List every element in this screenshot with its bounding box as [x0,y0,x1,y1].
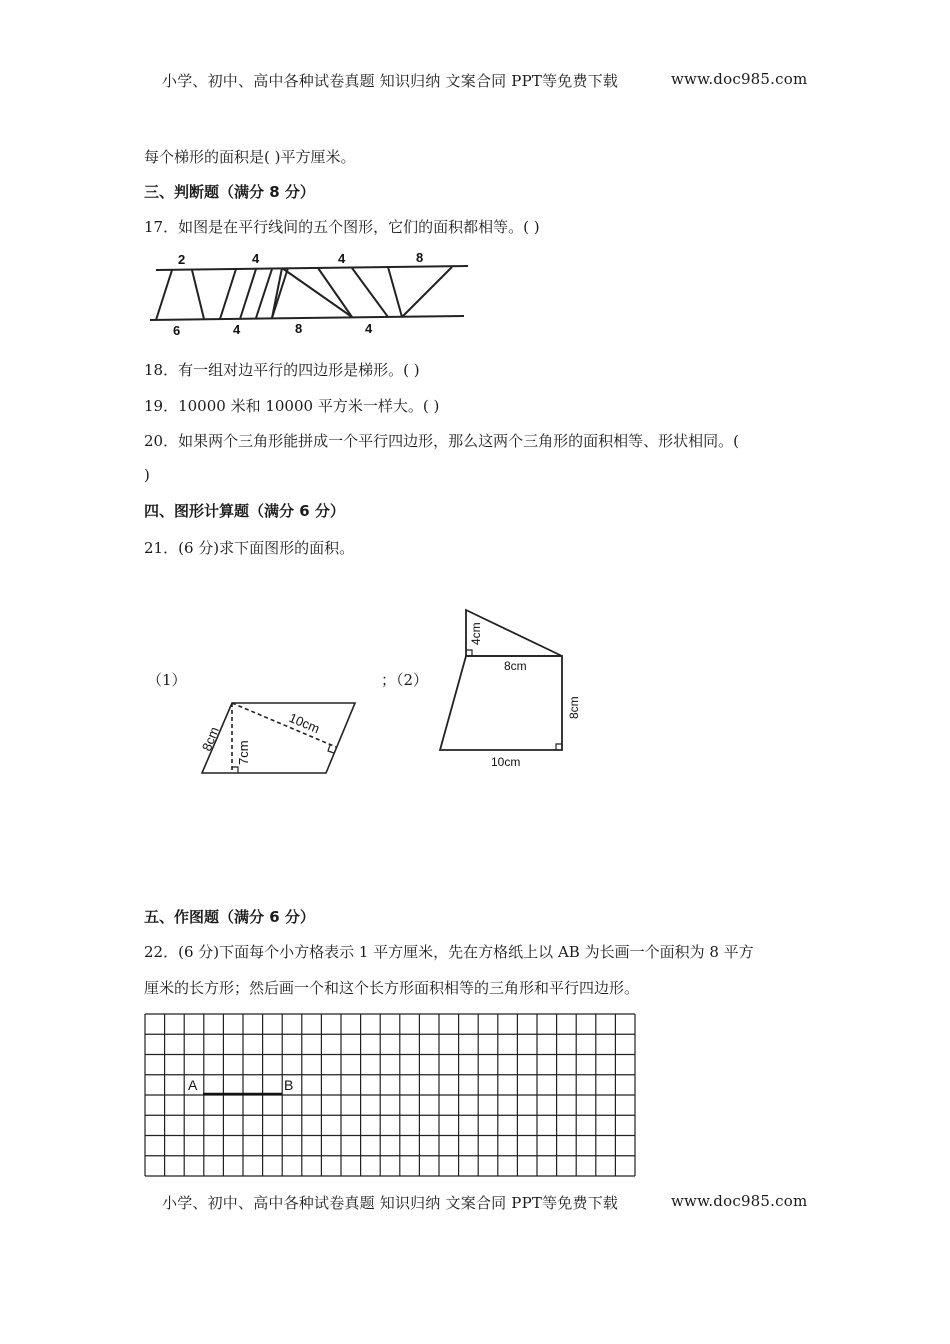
q22-square-grid[interactable] [143,1012,637,1178]
fig2-tri-height-label: 4cm [469,622,483,645]
q17-bottom-label: 4 [233,322,241,337]
page-footer [162,1192,618,1213]
triangle2-right-edge [352,268,388,317]
section3-title: 三、判断题（满分 8 分） [144,183,315,201]
parallelogram2-left-edge [256,269,272,318]
q17-bottom-label: 6 [173,323,181,338]
triangle1-right-edge [282,268,352,317]
header-text: 小学、初中、高中各种试卷真题 知识归纳 文案合同 PPT等免费下载 [162,72,619,90]
q21-figure1-parallelogram [190,695,365,780]
right-angle-mark [328,745,334,753]
q17-top-label: 8 [416,250,424,265]
fig1-height-label: 7cm [236,740,251,765]
q18-text: 18．有一组对边平行的四边形是梯形。( ) [144,361,420,379]
q17-text: 17．如图是在平行线间的五个图形，它们的面积都相等。( ) [144,218,540,236]
q21-label-1: （1） [147,671,187,689]
q17-top-label: 4 [338,251,346,266]
q19-text: 19．10000 米和 10000 平方米一样大。( ) [144,397,440,415]
triangle3-right-edge [402,267,452,317]
top-parallel-line [156,266,468,270]
section4-title: 四、图形计算题（满分 6 分） [144,502,345,520]
right-angle-mark [232,767,238,773]
q22-line2: 厘米的长方形；然后画一个和这个长方形面积相等的三角形和平行四边形。 [144,979,640,997]
q21-figure2-composite [436,605,586,770]
trapezoid-left-edge [156,270,172,320]
fig2-bottom-label: 10cm [491,755,521,769]
q17-parallel-figures [140,246,480,341]
trapezoid-outline [440,656,562,750]
trapezoid-right-edge [192,270,204,319]
parallelogram-outline [202,703,355,773]
triangle3-left-edge [388,267,402,317]
footer-text: 小学、初中、高中各种试卷真题 知识归纳 文案合同 PPT等免费下载 [162,1194,619,1212]
fig2-top-label: 8cm [504,659,527,673]
q20-line1: 20．如果两个三角形能拼成一个平行四边形，那么这两个三角形的面积相等、形状相同。( [144,432,739,450]
bottom-parallel-line [150,316,464,320]
q16-tail-text: 每个梯形的面积是( )平方厘米。 [144,148,356,166]
point-b-label: B [284,1077,294,1093]
parallelogram1-left-edge [220,269,236,319]
triangle2-left-edge [318,268,352,317]
parallelogram1-right-edge [240,269,256,319]
fig2-right-label: 8cm [567,696,581,719]
q17-top-label: 2 [178,252,186,267]
section5-title: 五、作图题（满分 6 分） [144,908,315,926]
fig1-side-label: 8cm [198,724,222,754]
footer-site: www.doc985.com [671,1192,808,1210]
q22-line1: 22．(6 分)下面每个小方格表示 1 平方厘米，先在方格纸上以 AB 为长画一个面积为 8 平方 [144,943,754,961]
fig1-diag-label: 10cm [286,709,322,737]
point-a-label: A [188,1077,198,1093]
q17-bottom-label: 8 [295,321,303,336]
header-site: www.doc985.com [671,70,808,88]
right-angle-mark [556,744,562,750]
q20-line2: ) [144,466,150,484]
q21-label-2: ；（2） [381,671,429,689]
q17-bottom-label: 4 [365,321,373,336]
q21-text: 21．(6 分)求下面图形的面积。 [144,539,355,557]
q17-top-label: 4 [252,251,260,266]
page-header [162,70,618,91]
